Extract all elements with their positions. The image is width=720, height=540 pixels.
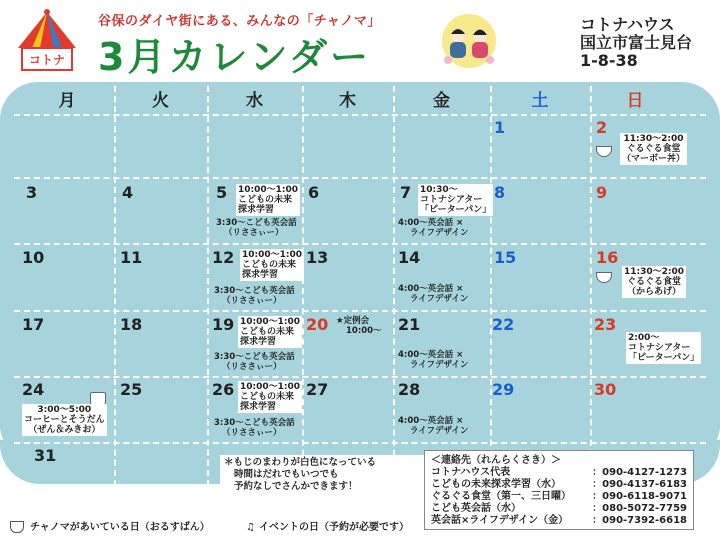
day-11: 11 bbox=[120, 248, 143, 267]
weekday-mon: 月 bbox=[58, 91, 76, 111]
event-future-learning-26: 10:00～1:00 こどもの未来 探求学習 bbox=[240, 382, 301, 412]
day-24: 24 bbox=[22, 380, 45, 399]
day-2: 2 bbox=[596, 118, 608, 137]
day-29: 29 bbox=[492, 380, 515, 399]
day-1: 1 bbox=[494, 118, 506, 137]
column-divider bbox=[114, 86, 116, 486]
weekday-fri: 金 bbox=[433, 91, 450, 111]
day-5: 5 bbox=[216, 183, 228, 202]
legend-event-day: ♫ イベントの日（予約が必要です） bbox=[246, 522, 409, 533]
day-31: 31 bbox=[34, 446, 57, 465]
day-18: 18 bbox=[120, 315, 143, 334]
contact-row: こども英会話（水） ：080-5072-7759 bbox=[431, 503, 687, 514]
tagline: 谷保のダイヤ街にある、みんなの「チャノマ」 bbox=[98, 14, 381, 29]
day-16: 16 bbox=[596, 248, 619, 267]
day-21: 21 bbox=[398, 315, 421, 334]
legend-open-day: チャノマがあいている日（おるすばん） bbox=[10, 518, 210, 533]
event-meeting-20: ★定例会 10:00～ bbox=[336, 316, 382, 336]
day-20: 20 bbox=[306, 315, 329, 334]
day-30: 30 bbox=[594, 380, 617, 399]
day-25: 25 bbox=[120, 380, 143, 399]
contact-row: 英会話×ライフデザイン（金） ：090-7392-6618 bbox=[431, 515, 687, 526]
day-28: 28 bbox=[398, 380, 421, 399]
event-future-learning-12: 10:00～1:00 こどもの未来 探求学習 bbox=[242, 250, 303, 280]
weekday-thu: 木 bbox=[339, 91, 356, 111]
hina-dolls-illustration bbox=[438, 12, 500, 70]
event-kids-english-26: 3:30～こども英会話 （リささぃー） bbox=[214, 418, 295, 438]
address-line-2: 1-8-38 bbox=[580, 51, 638, 70]
event-theater-7: 10:30～ コトナシアター 「ピーターパン」 bbox=[420, 185, 492, 215]
weekday-wed: 水 bbox=[246, 91, 263, 111]
day-22: 22 bbox=[492, 315, 515, 334]
logo-text: コトナ bbox=[28, 53, 66, 67]
day-9: 9 bbox=[596, 183, 608, 202]
event-english-life-7: 4:00～英会話 × ライフデザイン bbox=[398, 218, 469, 238]
event-future-learning-19: 10:00～1:00 こどもの未来 探求学習 bbox=[240, 317, 301, 347]
row-divider bbox=[14, 114, 706, 116]
column-divider bbox=[490, 86, 492, 486]
weekday-tue: 火 bbox=[152, 91, 169, 111]
day-15: 15 bbox=[494, 248, 517, 267]
day-13: 13 bbox=[306, 248, 329, 267]
day-17: 17 bbox=[22, 315, 45, 334]
day-26: 26 bbox=[212, 380, 235, 399]
day-7: 7 bbox=[400, 183, 412, 202]
day-12: 12 bbox=[212, 248, 235, 267]
event-guruguru-16: 11:30～2:00 ぐるぐる食堂 （からあげ） bbox=[624, 267, 685, 297]
column-divider bbox=[207, 86, 209, 486]
row-divider bbox=[14, 310, 706, 312]
row-divider bbox=[14, 442, 706, 444]
teacup-icon bbox=[10, 521, 24, 533]
notice-box: ＊もじのまわりが白色になっている 時間はだれでもいつでも 予約なしでさんかできます！ bbox=[220, 455, 424, 499]
column-divider bbox=[590, 86, 592, 486]
event-guruguru-2: 11:30～2:00 ぐるぐる食堂 （マーボー丼） bbox=[622, 134, 686, 164]
day-23: 23 bbox=[594, 315, 617, 334]
day-19: 19 bbox=[212, 315, 235, 334]
contact-row: こどもの未来探求学習（水） ：090-4137-6183 bbox=[431, 479, 687, 490]
contact-box bbox=[424, 450, 694, 530]
column-divider bbox=[393, 86, 395, 486]
event-english-life-28: 4:00～英会話 × ライフデザイン bbox=[398, 416, 469, 436]
contact-heading: ＜連絡先（れんらくさき）＞ bbox=[431, 455, 561, 466]
event-english-life-21: 4:00～英会話 × ライフデザイン bbox=[398, 350, 469, 370]
calendar-grid bbox=[14, 114, 706, 484]
day-14: 14 bbox=[398, 248, 421, 267]
weekday-sun: 日 bbox=[626, 91, 644, 111]
day-4: 4 bbox=[122, 183, 134, 202]
column-divider bbox=[302, 86, 304, 486]
event-coffee-24: 3:00～5:00 コーヒーとそうだん （ぜん＆みきお） bbox=[24, 405, 105, 435]
day-3: 3 bbox=[26, 183, 38, 202]
event-future-learning-5: 10:00～1:00 こどもの未来 探求学習 bbox=[238, 185, 299, 215]
address-line-1: 国立市富士見台 bbox=[580, 33, 693, 52]
place-name: コトナハウス bbox=[580, 15, 675, 34]
day-6: 6 bbox=[308, 183, 320, 202]
kotona-tent-logo bbox=[14, 8, 80, 74]
event-kids-english-12: 3:30～こども英会話 （リささぃー） bbox=[214, 286, 295, 306]
day-8: 8 bbox=[494, 183, 506, 202]
event-english-life-14: 4:00～英会話 × ライフデザイン bbox=[398, 284, 469, 304]
event-kids-english-5: 3:30～こども英会話 （リささぃー） bbox=[216, 218, 297, 238]
row-divider bbox=[14, 177, 706, 179]
weekday-sat: 土 bbox=[531, 91, 549, 111]
day-27: 27 bbox=[306, 380, 329, 399]
day-10: 10 bbox=[22, 248, 45, 267]
music-note-icon: ♫ bbox=[246, 522, 255, 533]
row-divider bbox=[14, 376, 706, 378]
contact-row: ぐるぐる食堂（第一、三日曜） ：090-6118-9071 bbox=[431, 491, 687, 502]
event-theater-23: 2:00～ コトナシアター 「ピーターパン」 bbox=[628, 333, 700, 363]
row-divider bbox=[14, 243, 706, 245]
contact-row: コトナハウス代表 ：090-4127-1273 bbox=[431, 467, 687, 478]
page-title: 3月カレンダー bbox=[98, 35, 371, 79]
event-kids-english-19: 3:30～こども英会話 （リささぃー） bbox=[214, 352, 295, 372]
place-info bbox=[580, 16, 692, 70]
